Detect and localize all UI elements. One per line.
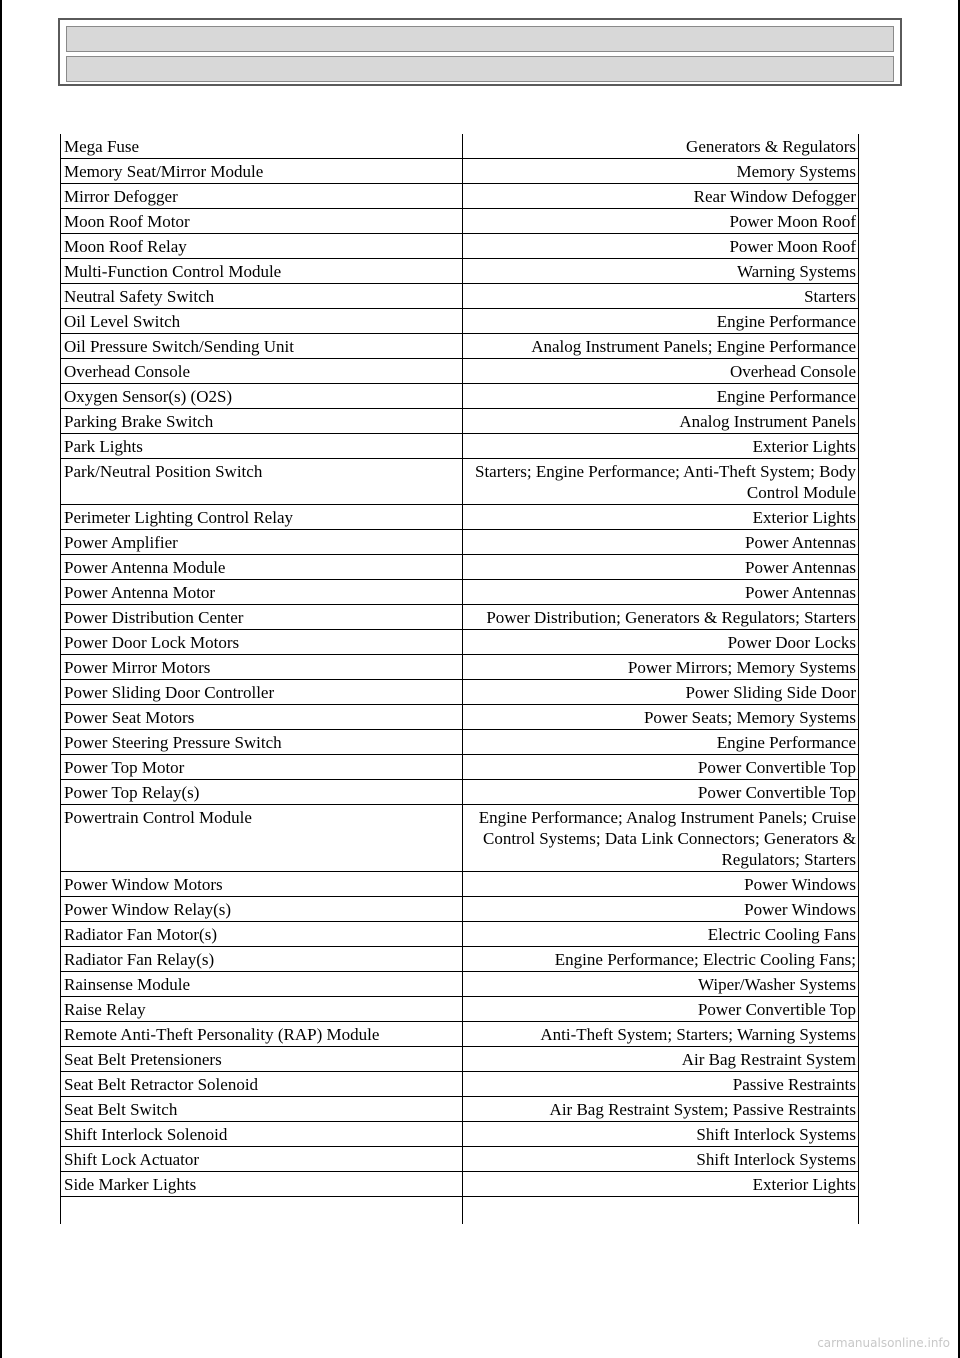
component-cell: Power Window Relay(s)	[61, 897, 463, 922]
table-row	[61, 134, 859, 159]
table-row	[61, 409, 859, 434]
table-row	[61, 897, 859, 922]
component-cell: Power Seat Motors	[61, 705, 463, 730]
component-cell: Shift Interlock Solenoid	[61, 1122, 463, 1147]
table-row	[61, 705, 859, 730]
section-cell: Generators & Regulators	[463, 134, 859, 159]
component-cell: Power Sliding Door Controller	[61, 680, 463, 705]
section-cell: Power Antennas	[463, 530, 859, 555]
component-cell: Power Window Motors	[61, 872, 463, 897]
component-cell: Power Amplifier	[61, 530, 463, 555]
table-row	[61, 359, 859, 384]
section-cell: Shift Interlock Systems	[463, 1122, 859, 1147]
table-row	[61, 334, 859, 359]
table-row	[61, 680, 859, 705]
table-row	[61, 1097, 859, 1122]
table-row	[61, 434, 859, 459]
empty-cell	[463, 1197, 859, 1225]
component-cell: Moon Roof Motor	[61, 209, 463, 234]
section-cell: Air Bag Restraint System	[463, 1047, 859, 1072]
section-cell: Power Antennas	[463, 555, 859, 580]
table-row	[61, 555, 859, 580]
section-cell: Power Windows	[463, 897, 859, 922]
section-cell: Power Moon Roof	[463, 234, 859, 259]
table-row	[61, 234, 859, 259]
table-row	[61, 284, 859, 309]
section-cell: Exterior Lights	[463, 505, 859, 530]
table-row	[61, 805, 859, 872]
page-left-rule	[0, 0, 2, 1358]
component-cell: Radiator Fan Relay(s)	[61, 947, 463, 972]
component-cell: Mega Fuse	[61, 134, 463, 159]
component-cell: Oil Pressure Switch/Sending Unit	[61, 334, 463, 359]
table-row	[61, 1047, 859, 1072]
component-cell: Raise Relay	[61, 997, 463, 1022]
component-cell: Remote Anti-Theft Personality (RAP) Module	[61, 1022, 463, 1047]
header-bar-bottom	[66, 56, 894, 82]
section-cell: Power Moon Roof	[463, 209, 859, 234]
component-cell: Park Lights	[61, 434, 463, 459]
table-row	[61, 159, 859, 184]
section-cell: Engine Performance; Electric Cooling Fans;	[463, 947, 859, 972]
section-cell: Power Door Locks	[463, 630, 859, 655]
section-cell: Exterior Lights	[463, 1172, 859, 1197]
section-cell: Power Convertible Top	[463, 997, 859, 1022]
component-cell: Power Mirror Motors	[61, 655, 463, 680]
component-cell: Shift Lock Actuator	[61, 1147, 463, 1172]
section-cell: Power Mirrors; Memory Systems	[463, 655, 859, 680]
component-index-table	[60, 134, 859, 1224]
section-cell: Power Windows	[463, 872, 859, 897]
empty-cell	[61, 1197, 463, 1225]
component-cell: Parking Brake Switch	[61, 409, 463, 434]
table-row	[61, 1122, 859, 1147]
component-cell: Power Top Relay(s)	[61, 780, 463, 805]
section-cell: Engine Performance	[463, 730, 859, 755]
section-cell: Memory Systems	[463, 159, 859, 184]
table-row	[61, 209, 859, 234]
section-cell: Engine Performance	[463, 384, 859, 409]
table-row	[61, 1147, 859, 1172]
section-cell: Overhead Console	[463, 359, 859, 384]
section-cell: Wiper/Washer Systems	[463, 972, 859, 997]
section-cell: Power Convertible Top	[463, 780, 859, 805]
watermark: carmanualsonline.info	[817, 1336, 950, 1350]
component-cell: Seat Belt Pretensioners	[61, 1047, 463, 1072]
component-cell: Radiator Fan Motor(s)	[61, 922, 463, 947]
component-cell: Neutral Safety Switch	[61, 284, 463, 309]
section-cell: Shift Interlock Systems	[463, 1147, 859, 1172]
component-cell: Mirror Defogger	[61, 184, 463, 209]
header-bar-top	[66, 26, 894, 52]
section-cell: Starters	[463, 284, 859, 309]
component-cell: Moon Roof Relay	[61, 234, 463, 259]
section-cell: Power Convertible Top	[463, 755, 859, 780]
table-row	[61, 384, 859, 409]
table-body	[61, 134, 859, 1224]
table-row	[61, 259, 859, 284]
section-cell: Starters; Engine Performance; Anti-Theft System; Body Control Module	[463, 459, 859, 505]
table-row	[61, 630, 859, 655]
table-row	[61, 755, 859, 780]
table-row	[61, 922, 859, 947]
table-row	[61, 505, 859, 530]
table-row-empty	[61, 1197, 859, 1225]
component-cell: Perimeter Lighting Control Relay	[61, 505, 463, 530]
section-cell: Anti-Theft System; Starters; Warning Systems	[463, 1022, 859, 1047]
table-row	[61, 972, 859, 997]
component-cell: Oil Level Switch	[61, 309, 463, 334]
component-cell: Seat Belt Switch	[61, 1097, 463, 1122]
table-row	[61, 459, 859, 505]
component-cell: Side Marker Lights	[61, 1172, 463, 1197]
component-cell: Power Antenna Motor	[61, 580, 463, 605]
section-cell: Warning Systems	[463, 259, 859, 284]
section-cell: Exterior Lights	[463, 434, 859, 459]
component-cell: Seat Belt Retractor Solenoid	[61, 1072, 463, 1097]
page-header	[58, 18, 902, 86]
section-cell: Rear Window Defogger	[463, 184, 859, 209]
component-cell: Power Door Lock Motors	[61, 630, 463, 655]
section-cell: Analog Instrument Panels; Engine Performance	[463, 334, 859, 359]
section-cell: Engine Performance; Analog Instrument Panels; Cruise Control Systems; Data Link Connectors; Generators & Regulators; Starters	[463, 805, 859, 872]
table-row	[61, 730, 859, 755]
component-cell: Power Top Motor	[61, 755, 463, 780]
section-cell: Analog Instrument Panels	[463, 409, 859, 434]
table-row	[61, 780, 859, 805]
component-cell: Multi-Function Control Module	[61, 259, 463, 284]
table-row	[61, 184, 859, 209]
component-cell: Memory Seat/Mirror Module	[61, 159, 463, 184]
section-cell: Engine Performance	[463, 309, 859, 334]
section-cell: Power Seats; Memory Systems	[463, 705, 859, 730]
table-row	[61, 605, 859, 630]
table-row	[61, 1172, 859, 1197]
section-cell: Passive Restraints	[463, 1072, 859, 1097]
component-cell: Park/Neutral Position Switch	[61, 459, 463, 505]
table-row	[61, 872, 859, 897]
table-row	[61, 997, 859, 1022]
table-row	[61, 655, 859, 680]
section-cell: Electric Cooling Fans	[463, 922, 859, 947]
table-row	[61, 947, 859, 972]
section-cell: Power Distribution; Generators & Regulators; Starters	[463, 605, 859, 630]
section-cell: Air Bag Restraint System; Passive Restraints	[463, 1097, 859, 1122]
component-cell: Rainsense Module	[61, 972, 463, 997]
table-row	[61, 530, 859, 555]
component-cell: Overhead Console	[61, 359, 463, 384]
table-row	[61, 309, 859, 334]
table-row	[61, 580, 859, 605]
component-cell: Powertrain Control Module	[61, 805, 463, 872]
table-row	[61, 1072, 859, 1097]
section-cell: Power Sliding Side Door	[463, 680, 859, 705]
component-cell: Oxygen Sensor(s) (O2S)	[61, 384, 463, 409]
component-cell: Power Distribution Center	[61, 605, 463, 630]
component-cell: Power Antenna Module	[61, 555, 463, 580]
table-row	[61, 1022, 859, 1047]
component-cell: Power Steering Pressure Switch	[61, 730, 463, 755]
section-cell: Power Antennas	[463, 580, 859, 605]
